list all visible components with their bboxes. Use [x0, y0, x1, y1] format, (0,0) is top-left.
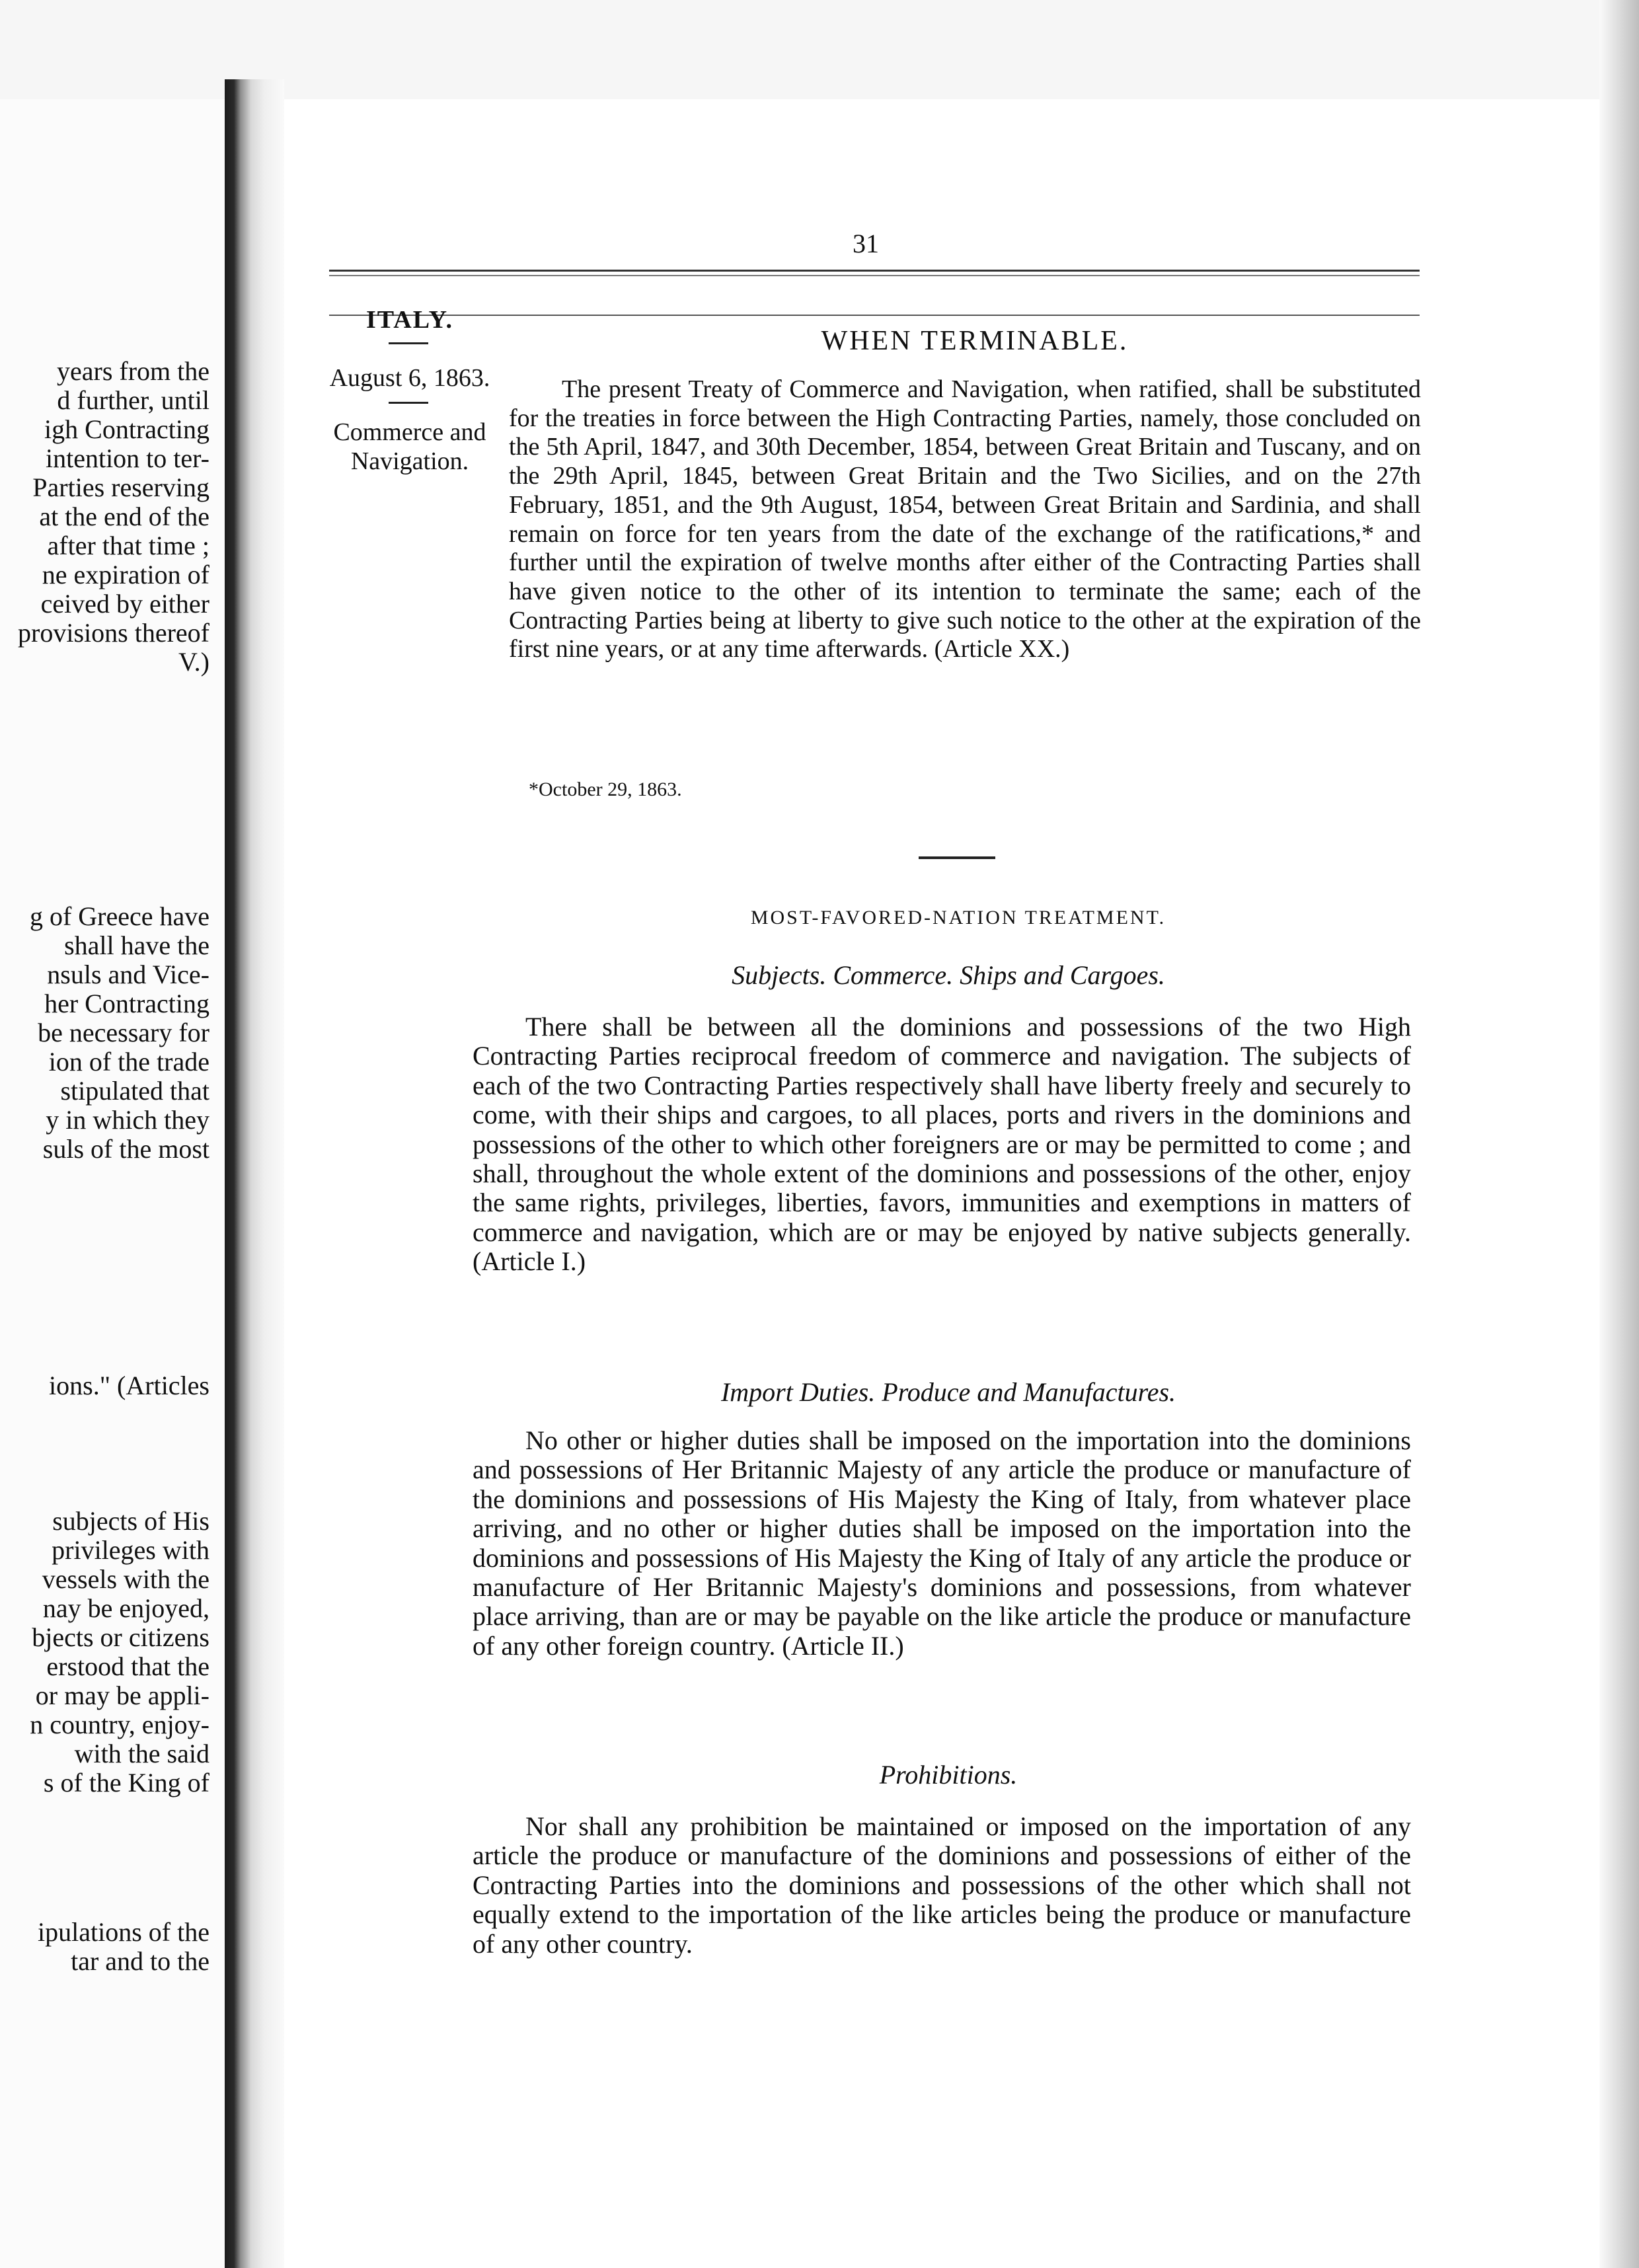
book-gutter	[225, 79, 284, 2268]
left-page-line: y in which they	[46, 1105, 210, 1135]
section-heading-when-terminable: WHEN TERMINABLE.	[821, 326, 1129, 356]
left-page-line: or may be appli-	[35, 1681, 210, 1710]
left-page-line: be necessary for	[38, 1018, 210, 1047]
left-page-line: her Contracting	[44, 989, 210, 1018]
paragraph-when-terminable: The present Treaty of Commerce and Navigation, when ratified, shall be substituted for the treaties in force between the High Contracting Parties, namely, those concluded on the 5th April, 1847, and 30th December, 1854, between Great Britain and Tuscany, and on the 29th April, 1845, between Great Britain and the Two Sicilies, and on the 27th February, 1851, and the 9th August, 1854, between Great Britain and Sardinia, and shall remain on force for ten years from the date of the exchange of the ratifications,* and further until the expiration of twelve months after either of the Contracting Parties shall have given notice to the other of its intention to terminate the same; each of the Contracting Parties being at liberty to give such notice to the other at the expiration of the first nine years, or at any time afterwards. (Article XX.)	[509, 375, 1421, 663]
margin-note-country: ITALY.	[365, 306, 454, 334]
left-page-line: s of the King of	[43, 1768, 210, 1797]
left-page-line: tar and to the	[71, 1946, 210, 1976]
left-page-line: years from the	[56, 356, 210, 386]
left-page-line: ceived by either	[40, 589, 210, 619]
left-page-line: subjects of His	[52, 1506, 210, 1536]
left-page-line: suls of the most	[42, 1134, 210, 1164]
left-page-line: V.)	[178, 647, 210, 677]
left-page-line: privileges with	[52, 1535, 210, 1565]
margin-note-date: August 6, 1863.	[329, 364, 490, 392]
subheading-prohibitions: Prohibitions.	[879, 1760, 1018, 1790]
left-page-line: igh Contracting	[44, 414, 210, 444]
left-page-line: with the said	[74, 1739, 210, 1768]
section-divider	[919, 856, 995, 859]
paragraph-prohibitions: Nor shall any prohibition be maintained or imposed on the importation of any article the produce or manufacture of the dominions and possessions of either of the Contracting Parties into the dominions and possessions of the other which shall not equally extend to the importation of the like articles being the produce or manufacture of any other country.	[473, 1811, 1411, 1959]
margin-note-subject: Commerce and	[333, 418, 486, 446]
left-page-line: ions." (Articles	[49, 1371, 210, 1400]
left-page-line: d further, until	[57, 385, 210, 415]
paragraph-article-1: There shall be between all the dominions and possessions of the two High Contracting Parties reciprocal freedom of commerce and navigation. The subjects of each of the two Contracting Parties respectively shall have liberty freely and securely to come, with their ships and cargoes, to all places, ports and rivers in the dominions and possessions of the other to which other foreigners are or may be permitted to come ; and shall, throughout the whole extent of the dominions and possessions of the other, enjoy the same rights, privileges, liberties, favors, immunities and exemptions in matters of commerce and navigation, which are or may be enjoyed by native subjects generally. (Article I.)	[473, 1012, 1411, 1277]
left-page-line: bjects or citizens	[32, 1622, 210, 1652]
subheading-import-duties: Import Duties. Produce and Manufactures.	[720, 1377, 1176, 1407]
left-page-line: nay be enjoyed,	[42, 1593, 210, 1623]
section-heading-most-favored: MOST-FAVORED-NATION TREATMENT.	[750, 907, 1166, 928]
paragraph-article-2: No other or higher duties shall be imposed on the importation into the dominions and possessions of Her Britannic Majesty of any article the produce or manufacture of the dominions and possessions of His Majesty the King of Italy, from whatever place arriving, and no other or higher duties shall be imposed on the importation into the dominions and possessions of His Majesty the King of Italy of any article the produce or manufacture of Her Britannic Majesty's dominions and possessions, from whatever place arriving, than are or may be payable on the like article the produce or manufacture of any other foreign country. (Article II.)	[473, 1425, 1411, 1661]
left-page-line: ipulations of the	[38, 1917, 210, 1947]
left-page-line: g of Greece have	[29, 901, 210, 931]
left-page-line: stipulated that	[60, 1076, 210, 1106]
left-page-line: Parties reserving	[32, 472, 210, 502]
left-page-line: at the end of the	[39, 502, 210, 531]
left-page-line: nsuls and Vice-	[47, 960, 210, 989]
left-page-line: vessels with the	[42, 1564, 210, 1594]
footnote: *October 29, 1863.	[529, 778, 682, 800]
page-number: 31	[853, 229, 879, 258]
subheading-subjects-commerce: Subjects. Commerce. Ships and Cargoes.	[732, 960, 1165, 990]
left-page-line: erstood that the	[46, 1651, 210, 1681]
left-page-line: ion of the trade	[48, 1047, 210, 1077]
margin-note-subject: Navigation.	[350, 447, 469, 475]
left-page-line: after that time ;	[47, 531, 210, 560]
left-page-line: n country, enjoy-	[30, 1710, 210, 1739]
header-rule	[329, 275, 1420, 276]
left-page-line: ne expiration of	[42, 560, 210, 589]
left-page-line: shall have the	[64, 930, 210, 960]
header-rule	[329, 270, 1420, 272]
left-page-line: intention to ter-	[45, 443, 210, 473]
left-page-fragment	[0, 99, 228, 2268]
margin-note-rule	[389, 402, 428, 404]
margin-note-rule	[389, 342, 428, 344]
page-edge-shadow	[1599, 0, 1639, 2268]
left-page-line: provisions thereof	[18, 618, 210, 648]
